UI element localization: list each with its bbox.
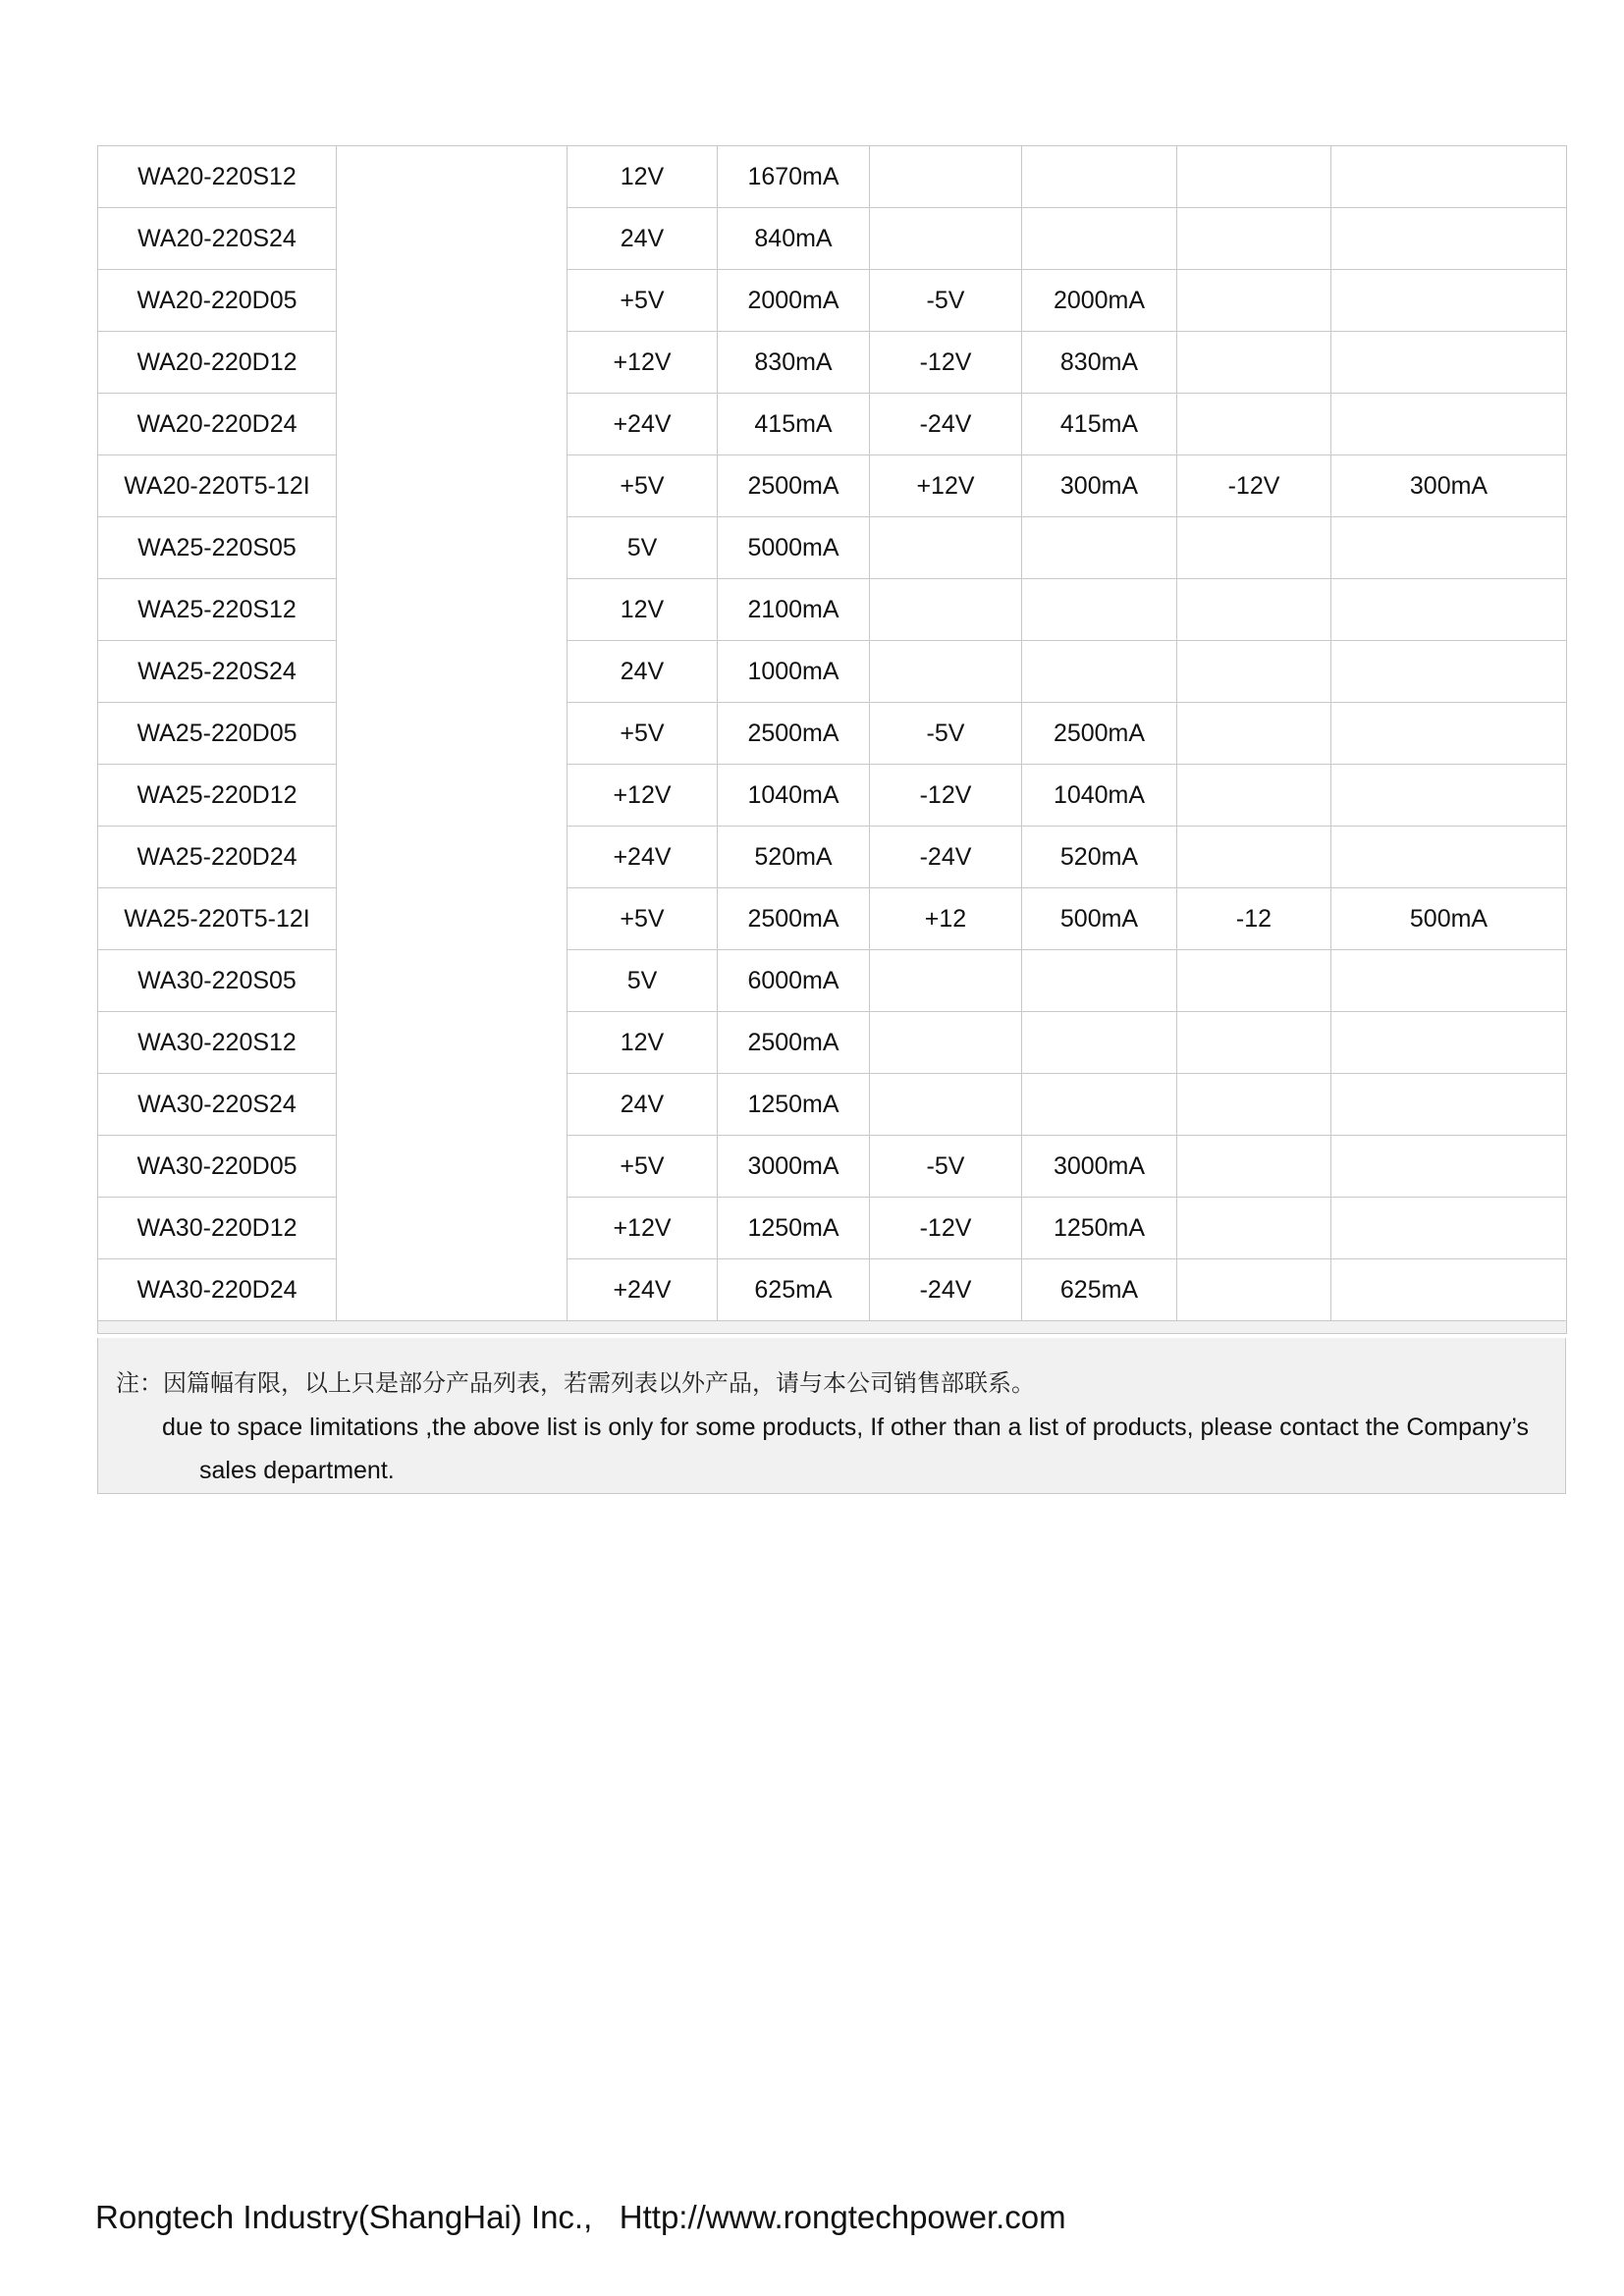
voltage-cell: -5V	[870, 703, 1022, 765]
blank-merged-cell	[337, 146, 568, 1321]
current-cell: 520mA	[718, 827, 870, 888]
current-cell	[1331, 1198, 1567, 1259]
current-cell	[1331, 1136, 1567, 1198]
voltage-cell: +24V	[568, 827, 718, 888]
voltage-cell	[1177, 703, 1331, 765]
voltage-cell	[870, 641, 1022, 703]
table-row	[98, 455, 1567, 517]
table-spacer-row	[98, 1321, 1567, 1334]
table-row	[98, 146, 1567, 208]
current-cell: 500mA	[1022, 888, 1177, 950]
model-cell: WA30-220D12	[98, 1198, 337, 1259]
voltage-cell: +5V	[568, 270, 718, 332]
note-chinese: 注：因篇幅有限，以上只是部分产品列表，若需列表以外产品，请与本公司销售部联系。	[116, 1369, 1035, 1397]
voltage-cell: +5V	[568, 455, 718, 517]
voltage-cell: +12V	[568, 765, 718, 827]
model-cell: WA25-220S12	[98, 579, 337, 641]
model-cell: WA20-220S24	[98, 208, 337, 270]
voltage-cell: -24V	[870, 394, 1022, 455]
voltage-cell: -12V	[870, 765, 1022, 827]
note-box	[97, 1338, 1566, 1494]
current-cell	[1331, 517, 1567, 579]
current-cell	[1331, 703, 1567, 765]
current-cell: 2500mA	[718, 703, 870, 765]
voltage-cell	[1177, 1136, 1331, 1198]
voltage-cell: 12V	[568, 579, 718, 641]
note-english-line1: due to space limitations ,the above list is only for some products, If other than a list of products, please contact the Company’s	[162, 1414, 1529, 1441]
current-cell	[1331, 208, 1567, 270]
table-row	[98, 1259, 1567, 1321]
voltage-cell: 5V	[568, 517, 718, 579]
current-cell: 5000mA	[718, 517, 870, 579]
table-row	[98, 827, 1567, 888]
voltage-cell: -24V	[870, 827, 1022, 888]
current-cell: 6000mA	[718, 950, 870, 1012]
footer-company: Rongtech Industry(ShangHai) Inc.,	[95, 2199, 593, 2235]
voltage-cell	[870, 1074, 1022, 1136]
page-footer	[95, 2199, 1066, 2236]
model-cell: WA20-220S12	[98, 146, 337, 208]
model-cell: WA25-220D24	[98, 827, 337, 888]
model-cell: WA30-220S24	[98, 1074, 337, 1136]
table-row	[98, 1074, 1567, 1136]
table-row	[98, 703, 1567, 765]
voltage-cell: 24V	[568, 641, 718, 703]
voltage-cell	[1177, 765, 1331, 827]
table-body	[98, 146, 1567, 1334]
current-cell: 2000mA	[1022, 270, 1177, 332]
voltage-cell: 5V	[568, 950, 718, 1012]
model-cell: WA25-220S05	[98, 517, 337, 579]
current-cell: 2500mA	[718, 888, 870, 950]
current-cell: 2500mA	[718, 455, 870, 517]
current-cell	[1022, 517, 1177, 579]
current-cell	[1331, 270, 1567, 332]
voltage-cell	[870, 579, 1022, 641]
voltage-cell	[870, 208, 1022, 270]
table-row	[98, 888, 1567, 950]
current-cell: 500mA	[1331, 888, 1567, 950]
voltage-cell: +12V	[568, 1198, 718, 1259]
current-cell	[1331, 641, 1567, 703]
current-cell: 1040mA	[1022, 765, 1177, 827]
spacer-cell	[98, 1321, 1567, 1334]
current-cell: 2100mA	[718, 579, 870, 641]
voltage-cell	[1177, 1198, 1331, 1259]
voltage-cell	[1177, 394, 1331, 455]
voltage-cell: -12V	[870, 332, 1022, 394]
current-cell: 2000mA	[718, 270, 870, 332]
voltage-cell: -12	[1177, 888, 1331, 950]
current-cell	[1331, 765, 1567, 827]
table-row	[98, 332, 1567, 394]
voltage-cell	[870, 950, 1022, 1012]
voltage-cell: 12V	[568, 146, 718, 208]
current-cell: 2500mA	[1022, 703, 1177, 765]
current-cell: 415mA	[1022, 394, 1177, 455]
current-cell: 1040mA	[718, 765, 870, 827]
voltage-cell	[1177, 641, 1331, 703]
current-cell: 840mA	[718, 208, 870, 270]
current-cell	[1331, 1259, 1567, 1321]
current-cell: 415mA	[718, 394, 870, 455]
voltage-cell	[1177, 1012, 1331, 1074]
current-cell	[1331, 1012, 1567, 1074]
voltage-cell	[1177, 579, 1331, 641]
note-english-line2: sales department.	[199, 1457, 395, 1484]
current-cell	[1331, 950, 1567, 1012]
model-cell: WA20-220D05	[98, 270, 337, 332]
table-row	[98, 579, 1567, 641]
current-cell	[1331, 827, 1567, 888]
table-row	[98, 641, 1567, 703]
voltage-cell: +5V	[568, 1136, 718, 1198]
current-cell: 1000mA	[718, 641, 870, 703]
model-cell: WA25-220S24	[98, 641, 337, 703]
model-cell: WA25-220T5-12I	[98, 888, 337, 950]
current-cell: 520mA	[1022, 827, 1177, 888]
voltage-cell	[1177, 270, 1331, 332]
current-cell: 2500mA	[718, 1012, 870, 1074]
voltage-cell	[1177, 1074, 1331, 1136]
model-cell: WA30-220S05	[98, 950, 337, 1012]
voltage-cell: +12	[870, 888, 1022, 950]
voltage-cell: -12V	[870, 1198, 1022, 1259]
voltage-cell	[1177, 332, 1331, 394]
model-cell: WA30-220D05	[98, 1136, 337, 1198]
voltage-cell: 12V	[568, 1012, 718, 1074]
current-cell: 1250mA	[718, 1198, 870, 1259]
voltage-cell	[1177, 1259, 1331, 1321]
current-cell	[1022, 208, 1177, 270]
voltage-cell: +5V	[568, 888, 718, 950]
table-row	[98, 394, 1567, 455]
model-cell: WA30-220S12	[98, 1012, 337, 1074]
voltage-cell: +12V	[870, 455, 1022, 517]
table-row	[98, 1012, 1567, 1074]
voltage-cell: 24V	[568, 1074, 718, 1136]
current-cell	[1331, 394, 1567, 455]
current-cell: 1250mA	[718, 1074, 870, 1136]
current-cell	[1022, 1012, 1177, 1074]
current-cell	[1331, 332, 1567, 394]
voltage-cell: +24V	[568, 394, 718, 455]
table-row	[98, 1136, 1567, 1198]
table-row	[98, 208, 1567, 270]
voltage-cell	[1177, 208, 1331, 270]
current-cell	[1022, 146, 1177, 208]
table-row	[98, 950, 1567, 1012]
model-cell: WA20-220D24	[98, 394, 337, 455]
note-english	[162, 1406, 1556, 1492]
current-cell: 830mA	[1022, 332, 1177, 394]
voltage-cell	[1177, 517, 1331, 579]
voltage-cell	[1177, 827, 1331, 888]
current-cell: 1670mA	[718, 146, 870, 208]
model-cell: WA20-220T5-12I	[98, 455, 337, 517]
current-cell	[1022, 1074, 1177, 1136]
current-cell	[1022, 579, 1177, 641]
product-spec-table	[97, 145, 1567, 1334]
current-cell	[1022, 641, 1177, 703]
table-row	[98, 765, 1567, 827]
voltage-cell: +5V	[568, 703, 718, 765]
current-cell: 3000mA	[1022, 1136, 1177, 1198]
current-cell: 830mA	[718, 332, 870, 394]
table-row	[98, 270, 1567, 332]
voltage-cell	[1177, 146, 1331, 208]
voltage-cell: -24V	[870, 1259, 1022, 1321]
voltage-cell	[870, 146, 1022, 208]
current-cell	[1022, 950, 1177, 1012]
voltage-cell: 24V	[568, 208, 718, 270]
voltage-cell	[1177, 950, 1331, 1012]
voltage-cell	[870, 1012, 1022, 1074]
table-row	[98, 517, 1567, 579]
current-cell	[1331, 1074, 1567, 1136]
voltage-cell	[870, 517, 1022, 579]
current-cell: 300mA	[1331, 455, 1567, 517]
model-cell: WA30-220D24	[98, 1259, 337, 1321]
voltage-cell: +24V	[568, 1259, 718, 1321]
model-cell: WA20-220D12	[98, 332, 337, 394]
current-cell	[1331, 146, 1567, 208]
voltage-cell: -5V	[870, 1136, 1022, 1198]
footer-website: Http://www.rongtechpower.com	[619, 2199, 1066, 2235]
voltage-cell: -5V	[870, 270, 1022, 332]
model-cell: WA25-220D12	[98, 765, 337, 827]
voltage-cell: +12V	[568, 332, 718, 394]
current-cell: 625mA	[718, 1259, 870, 1321]
current-cell: 1250mA	[1022, 1198, 1177, 1259]
current-cell: 300mA	[1022, 455, 1177, 517]
current-cell: 625mA	[1022, 1259, 1177, 1321]
current-cell	[1331, 579, 1567, 641]
current-cell: 3000mA	[718, 1136, 870, 1198]
model-cell: WA25-220D05	[98, 703, 337, 765]
table-row	[98, 1198, 1567, 1259]
voltage-cell: -12V	[1177, 455, 1331, 517]
